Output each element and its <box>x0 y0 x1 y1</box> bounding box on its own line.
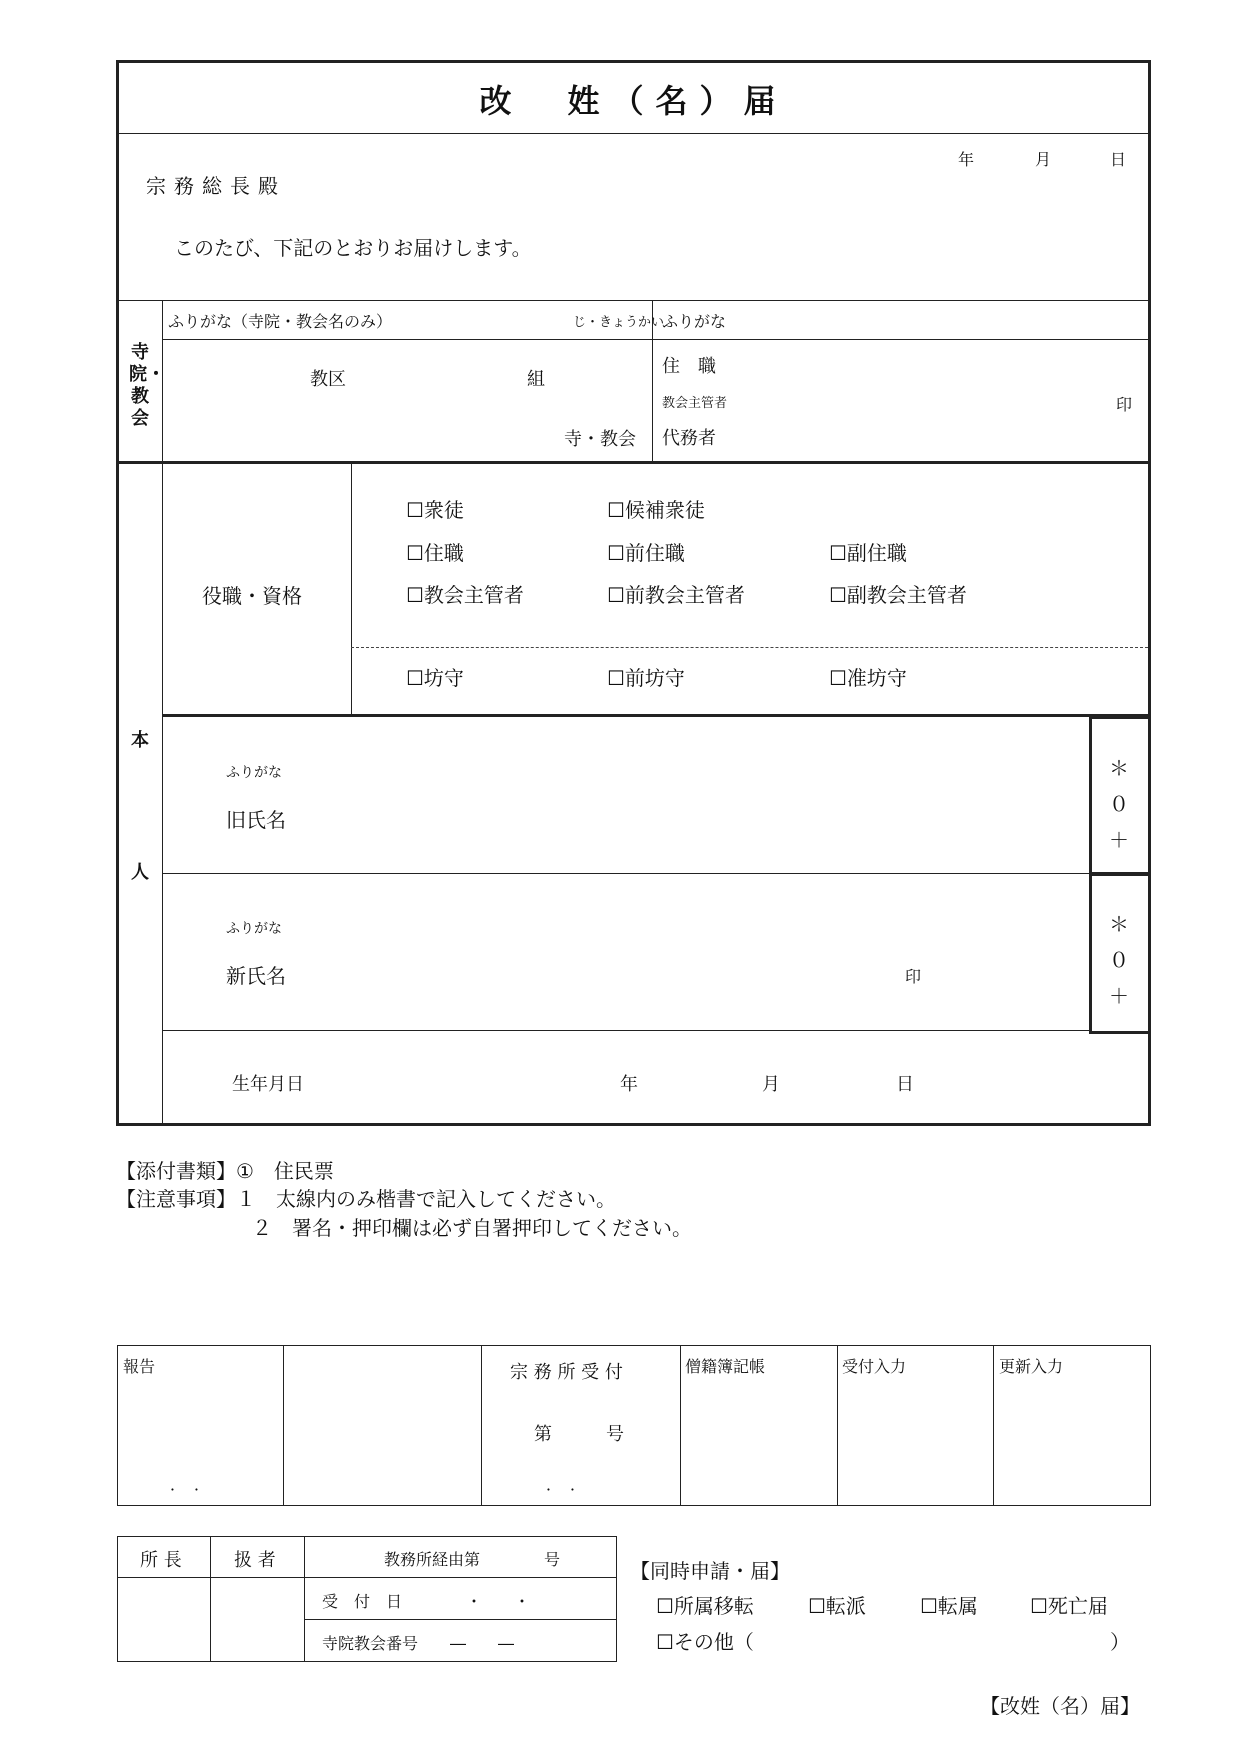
person-side-divider <box>162 463 163 1124</box>
old-code-char-1: ＊ <box>1109 756 1129 780</box>
person-side-label-2: 人 <box>131 862 149 883</box>
group-label: 組 <box>527 369 545 390</box>
person-side-label-1: 本 <box>131 730 149 751</box>
role-vice-resident[interactable]: ☐副住職 <box>829 541 907 565</box>
date-year-label: 年 <box>958 150 975 169</box>
birth-date-label: 生年月日 <box>232 1074 304 1095</box>
old-code-char-2: ０ <box>1109 792 1129 816</box>
intro-text: このたび、下記のとおりお届けします。 <box>174 236 532 260</box>
role-candidate-shuto[interactable]: ☐候補衆徒 <box>607 498 705 522</box>
office-input: 受付入力 <box>842 1357 907 1376</box>
routing-director: 所 長 <box>140 1550 182 1571</box>
office-col-2 <box>481 1345 482 1506</box>
head-role-resident: 住 職 <box>662 356 716 377</box>
district-label: 教区 <box>310 369 346 390</box>
role-former-resident[interactable]: ☐前住職 <box>607 541 685 565</box>
temple-furigana-line <box>162 339 1149 340</box>
office-reception: 宗 務 所 受 付 <box>510 1362 623 1383</box>
names-top-line <box>162 714 1149 717</box>
new-code-char-1: ＊ <box>1109 912 1129 936</box>
role-dashed-divider <box>351 647 1148 648</box>
concurrent-sect-change[interactable]: ☐転派 <box>808 1594 866 1618</box>
office-use-table <box>117 1345 1151 1506</box>
office-registry: 僧籍簿記帳 <box>685 1357 766 1376</box>
attachment-note: 【添付書類】① 住民票 <box>116 1159 334 1183</box>
temple-furigana-label: ふりがな（寺院・教会名のみ） <box>168 312 393 331</box>
birth-day-label: 日 <box>896 1074 914 1095</box>
office-reception-date: ． ． <box>546 1475 587 1494</box>
caution-note-2: ２ 署名・押印欄は必ず自署押印してください。 <box>252 1216 692 1240</box>
routing-row-2 <box>304 1619 617 1620</box>
role-label-divider <box>351 463 352 715</box>
office-col-5 <box>993 1345 994 1506</box>
title-divider <box>118 133 1149 134</box>
person-top-line <box>118 461 1149 464</box>
role-former-manager[interactable]: ☐前教会主管者 <box>607 583 745 607</box>
routing-handler: 扱 者 <box>234 1550 276 1571</box>
office-col-3 <box>680 1345 681 1506</box>
routing-col-2 <box>304 1536 305 1662</box>
role-shuto[interactable]: ☐衆徒 <box>406 498 464 522</box>
concurrent-title: 【同時申請・届】 <box>630 1559 790 1583</box>
date-day-label: 日 <box>1110 150 1127 169</box>
date-month-label: 月 <box>1035 150 1052 169</box>
routing-row-1 <box>117 1577 617 1578</box>
footer-form-label: 【改姓（名）届】 <box>980 1694 1140 1718</box>
head-role-deputy: 代務者 <box>662 428 716 449</box>
birth-top-line <box>162 1030 1090 1031</box>
temple-top-line <box>118 300 1149 301</box>
office-col-1 <box>283 1345 284 1506</box>
old-name-furigana: ふりがな <box>226 765 282 781</box>
new-code-char-2: ０ <box>1109 948 1129 972</box>
office-col-4 <box>837 1345 838 1506</box>
routing-temple-number: 寺院教会番号 ― ― <box>322 1634 515 1653</box>
concurrent-other-close: ） <box>1110 1630 1130 1654</box>
concurrent-other[interactable]: ☐その他（ <box>656 1630 754 1654</box>
head-role-manager: 教会主管者 <box>662 396 728 411</box>
office-update: 更新入力 <box>999 1357 1064 1376</box>
head-furigana-label: ふりがな <box>662 312 727 331</box>
routing-via-office: 教務所経由第 号 <box>384 1550 561 1569</box>
concurrent-transfer[interactable]: ☐所属移転 <box>656 1594 754 1618</box>
temple-suffix: 寺・教会 <box>564 429 636 450</box>
role-manager[interactable]: ☐教会主管者 <box>406 583 524 607</box>
new-name-label: 新氏名 <box>226 964 286 988</box>
office-number: 第 号 <box>534 1424 624 1445</box>
old-code-char-3: ＋ <box>1109 828 1129 852</box>
concurrent-affiliation-change[interactable]: ☐転属 <box>920 1594 978 1618</box>
concurrent-death-notice[interactable]: ☐死亡届 <box>1030 1594 1108 1618</box>
role-former-bomori[interactable]: ☐前坊守 <box>607 666 685 690</box>
office-report: 報告 <box>123 1357 156 1376</box>
old-name-label: 旧氏名 <box>226 808 286 832</box>
temple-furigana-suffix: じ・きょうかい <box>573 315 665 330</box>
routing-col-1 <box>210 1536 211 1662</box>
office-report-date: ． ． <box>170 1475 211 1494</box>
new-code-char-3: ＋ <box>1109 984 1129 1008</box>
form-title: 改 姓（名）届 <box>479 82 788 120</box>
role-resident[interactable]: ☐住職 <box>406 541 464 565</box>
head-seal: 印 <box>1116 395 1133 414</box>
role-bomori[interactable]: ☐坊守 <box>406 666 464 690</box>
addressee: 宗務総長殿 <box>146 174 286 198</box>
birth-month-label: 月 <box>762 1074 780 1095</box>
old-name-bottom-line <box>162 873 1149 874</box>
caution-note-1: 【注意事項】１ 太線内のみ楷書で記入してください。 <box>116 1187 616 1211</box>
birth-year-label: 年 <box>620 1074 638 1095</box>
temple-side-label: 寺院・教会 <box>129 342 165 429</box>
role-vice-manager[interactable]: ☐副教会主管者 <box>829 583 967 607</box>
role-label: 役職・資格 <box>202 584 302 608</box>
routing-received-date: 受 付 日 ・ ・ <box>322 1592 531 1611</box>
role-associate-bomori[interactable]: ☐准坊守 <box>829 666 907 690</box>
new-name-furigana: ふりがな <box>226 921 282 937</box>
new-name-seal: 印 <box>905 967 922 986</box>
